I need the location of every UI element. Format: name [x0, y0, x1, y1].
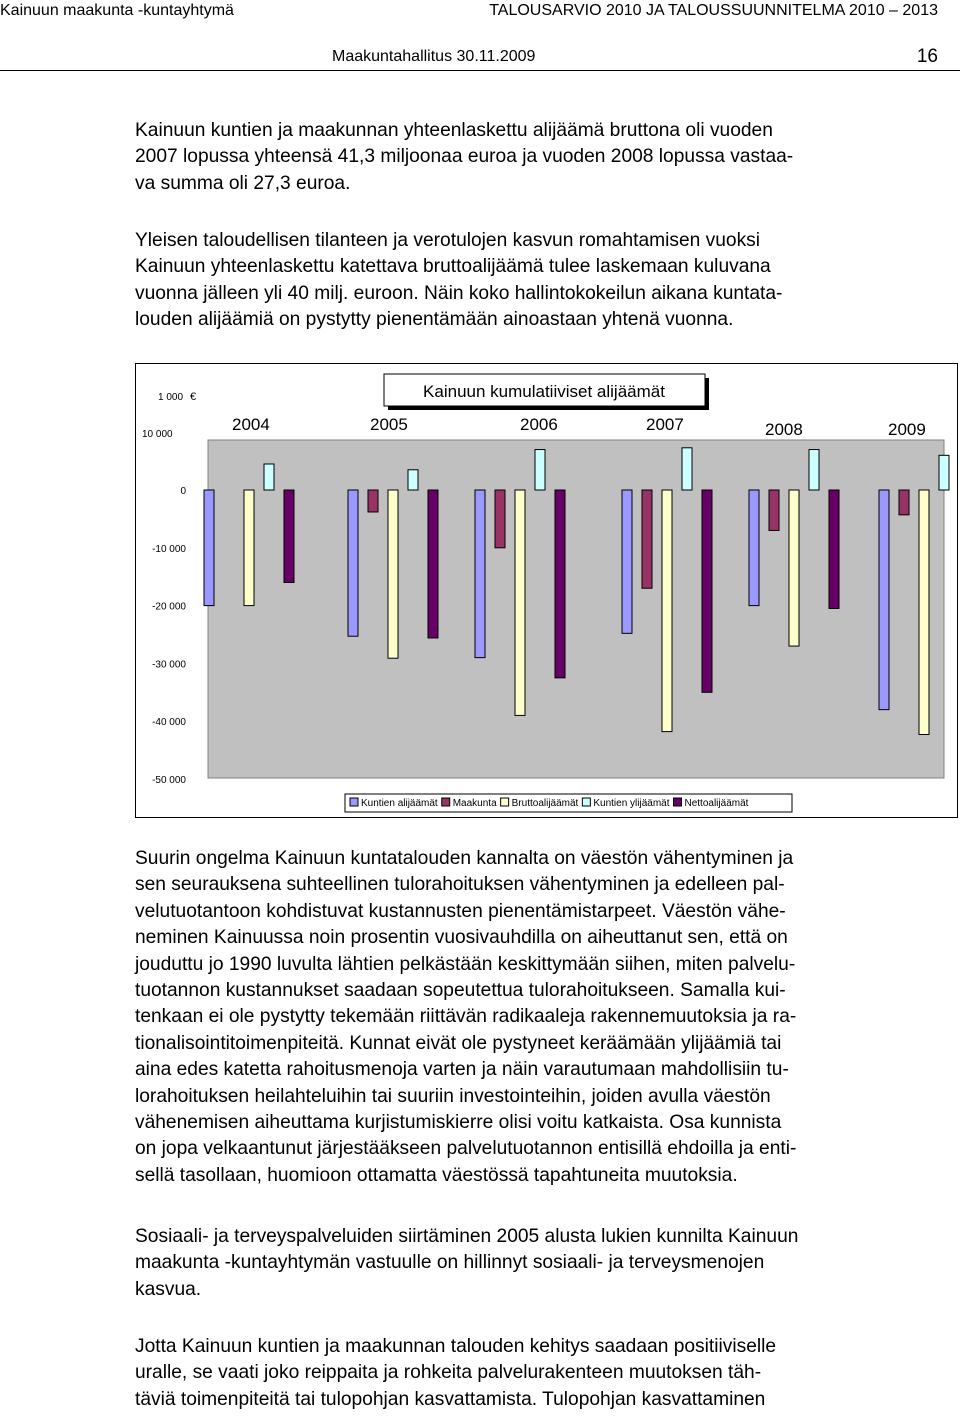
text-line: aina edes katetta rahoitusmenoja varten ja näin varautumaan mahdollisiin tu-	[135, 1059, 789, 1081]
year-label-2004: 2004	[232, 415, 270, 434]
text-line: vuonna jälleen yli 40 milj. euroon. Näin koko hallintokokeilun aikana kuntata-	[135, 282, 783, 304]
text-line: tionalisointitoimenpiteitä. Kunnat eivät ole pystyneet keräämään ylijäämiä tai	[135, 1032, 782, 1054]
text-line: tenkaan ei ole pystytty tekemään riittävän radikaaleja rakennemuutoksia ja ra-	[135, 1006, 797, 1028]
text-line: sen seurauksena suhteellinen tulorahoituksen vähentyminen ja edelleen pal-	[135, 874, 785, 896]
text-line: Yleisen taloudellisen tilanteen ja verotulojen kasvun romahtamisen vuoksi	[135, 230, 761, 251]
legend-label: Bruttoalijäämät	[511, 798, 579, 809]
bar-kuntien-alijäämät-2008	[749, 490, 759, 606]
text-line: Jotta Kainuun kuntien ja maakunnan talouden kehitys saadaan positiiviselle	[135, 1336, 777, 1357]
year-label-2008: 2008	[765, 420, 803, 439]
text-line: täviä toimenpiteitä tai tulopohjan kasvattamista. Tulopohjan kasvattaminen	[135, 1388, 766, 1410]
top-label-1000: 1 000	[158, 392, 184, 403]
bar-maakunta-2005	[368, 490, 378, 512]
bar-kuntien-ylijäämät-2009	[939, 455, 949, 490]
bar-kuntien-ylijäämät-2007	[682, 448, 692, 490]
bar-bruttoalijäämät-2009	[919, 490, 929, 734]
bar-bruttoalijäämät-2007	[662, 490, 672, 732]
legend-label: Nettoalijäämät	[684, 798, 749, 809]
text-line: jouduttu jo 1990 luvulta lähtien pelkästään keskittymään siihen, miten palvelu-	[135, 953, 796, 975]
bar-kuntien-alijäämät-2004	[204, 490, 214, 606]
paragraph-3	[135, 846, 935, 1189]
bar-nettoalijäämät-2005	[428, 490, 438, 638]
text-line: vähenemisen aiheuttama kurjistumiskierre olisi voitu katkaista. Osa kunnista	[135, 1112, 782, 1134]
bar-bruttoalijäämät-2008	[789, 490, 799, 646]
text-line: Sosiaali- ja terveyspalveluiden siirtäminen 2005 alusta lukien kunnilta Kainuun	[135, 1226, 799, 1247]
paragraph-2	[135, 228, 935, 334]
y-tick-label: -50 000	[152, 775, 186, 786]
y-tick-label: -30 000	[152, 659, 186, 671]
bar-kuntien-alijäämät-2007	[622, 490, 632, 633]
y-axis	[152, 486, 186, 786]
legend-label: Maakunta	[452, 798, 497, 809]
text-line: va summa oli 27,3 euroa.	[135, 172, 351, 194]
text-line: on jopa velkaantunut järjestääkseen palvelutuotannon entisillä ehdoilla ja enti-	[135, 1138, 797, 1160]
top-label-10000: 10 000	[142, 429, 173, 440]
year-labels	[232, 415, 926, 439]
y-tick-label: -40 000	[152, 717, 186, 729]
bar-nettoalijäämät-2008	[829, 490, 839, 608]
bar-kuntien-ylijäämät-2008	[809, 450, 819, 490]
bar-maakunta-2007	[642, 490, 652, 588]
page-header	[0, 0, 960, 70]
deficit-chart	[136, 364, 957, 817]
bar-kuntien-ylijäämät-2006	[535, 450, 545, 490]
year-label-2007: 2007	[646, 415, 684, 434]
text-line: louden alijäämiä on pystytty pienentämään ainoastaan yhtenä vuonna.	[135, 309, 734, 331]
header-doc-title: TALOUSARVIO 2010 JA TALOUSSUUNNITELMA 2010 – 2013	[489, 2, 938, 19]
text-line: uralle, se vaati joko reippaita ja rohkeita palvelurakenteen muutoksen täh-	[135, 1362, 762, 1384]
euro-symbol: €	[190, 391, 197, 403]
legend	[345, 794, 792, 812]
bar-kuntien-ylijäämät-2004	[264, 464, 274, 490]
text-line: kasvua.	[135, 1278, 202, 1300]
paragraph-4	[135, 1224, 935, 1303]
paragraph-5	[135, 1334, 935, 1413]
legend-label: Kuntien ylijäämät	[593, 798, 670, 809]
legend-swatch	[582, 798, 590, 806]
header-rule	[0, 70, 960, 71]
chart-title: Kainuun kumulatiiviset alijäämät	[423, 382, 665, 401]
text-line: maakunta -kuntayhtymän vastuulle on hillinnyt sosiaali- ja terveysmenojen	[135, 1252, 765, 1274]
bar-kuntien-alijäämät-2005	[348, 490, 358, 636]
paragraph-1	[135, 118, 935, 197]
y-tick-label: -10 000	[152, 543, 186, 555]
legend-label: Kuntien alijäämät	[361, 798, 438, 809]
text-line: Suurin ongelma Kainuun kuntatalouden kannalta on väestön vähentyminen ja	[135, 848, 794, 869]
header-meeting: Maakuntahallitus 30.11.2009	[332, 48, 536, 65]
chart-container	[135, 363, 958, 818]
bar-bruttoalijäämät-2006	[515, 490, 525, 715]
text-line: sellä tasollaan, huomioon ottamatta väestössä tapahtuneita muutoksia.	[135, 1164, 738, 1186]
bar-bruttoalijäämät-2004	[244, 490, 254, 606]
y-tick-label: -20 000	[152, 601, 186, 613]
text-line: Kainuun kuntien ja maakunnan yhteenlaskettu alijäämä bruttona oli vuoden	[135, 120, 773, 141]
bar-maakunta-2009	[899, 490, 909, 515]
text-line: neminen Kainuussa noin prosentin vuosivauhdilla on aiheuttanut sen, että on	[135, 927, 788, 949]
bar-kuntien-alijäämät-2009	[879, 490, 889, 710]
page-number: 16	[916, 46, 938, 67]
bar-nettoalijäämät-2006	[555, 490, 565, 678]
year-label-2006: 2006	[520, 415, 558, 434]
text-line: tuotannon kustannukset saadaan sopeutettua tulorahoitukseen. Samalla kui-	[135, 980, 786, 1002]
legend-swatch	[442, 798, 450, 806]
bar-bruttoalijäämät-2005	[388, 490, 398, 658]
legend-swatch	[350, 798, 358, 806]
text-line: 2007 lopussa yhteensä 41,3 miljoonaa euroa ja vuoden 2008 lopussa vastaa-	[135, 146, 794, 168]
text-line: Kainuun yhteenlaskettu katettava bruttoalijäämä tulee laskemaan kuluvana	[135, 256, 771, 278]
bar-nettoalijäämät-2007	[702, 490, 712, 692]
text-line: lorahoituksen heilahteluihin tai suuriin investointeihin, joiden avulla väestön	[135, 1085, 771, 1107]
bar-maakunta-2006	[495, 490, 505, 548]
legend-swatch	[674, 798, 682, 806]
bar-nettoalijäämät-2004	[284, 490, 294, 582]
bar-kuntien-ylijäämät-2005	[408, 470, 418, 490]
year-label-2009: 2009	[888, 420, 926, 439]
header-org: Kainuun maakunta -kuntayhtymä	[0, 2, 234, 19]
bar-maakunta-2008	[769, 490, 779, 530]
legend-swatch	[501, 798, 509, 806]
bar-kuntien-alijäämät-2006	[475, 490, 485, 658]
year-label-2005: 2005	[370, 415, 408, 434]
y-tick-label: 0	[180, 486, 186, 497]
text-line: velutuotantoon kohdistuvat kustannusten pienentämistarpeet. Väestön vähe-	[135, 900, 786, 922]
